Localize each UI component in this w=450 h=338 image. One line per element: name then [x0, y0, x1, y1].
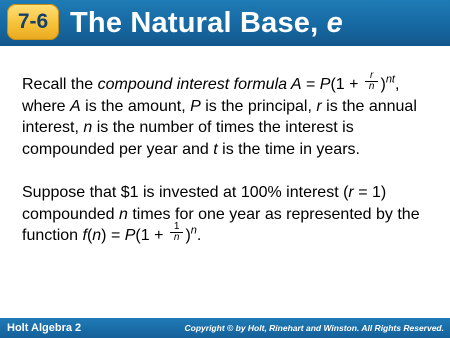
text-run-italic: P: [190, 97, 201, 115]
header-bar: [0, 0, 450, 46]
text-run-italic: compound interest formula A: [97, 76, 302, 93]
text-run: ): [185, 227, 191, 244]
text-run: (1 +: [135, 227, 168, 244]
title-text: The Natural Base,: [70, 7, 327, 39]
text-run: is the amount,: [80, 97, 191, 115]
text-run-italic: f: [82, 227, 87, 244]
text-run: times for one year as represented by the function: [22, 205, 420, 244]
text-run-italic: P: [124, 227, 136, 244]
book-title: Holt Algebra 2: [7, 322, 82, 334]
fraction-denominator: n: [170, 232, 184, 243]
text-run: is the time in years.: [217, 140, 360, 158]
text-run-italic: P: [319, 76, 331, 93]
natural-base-paragraph: [22, 182, 442, 247]
text-run: is the annual interest,: [22, 97, 417, 136]
text-run: Recall the: [22, 76, 98, 93]
text-run-italic: n: [83, 119, 93, 136]
fraction-denominator: n: [365, 81, 379, 92]
lesson-badge: [7, 4, 59, 40]
text-run: =: [301, 76, 320, 93]
compound-interest-paragraph: [22, 70, 442, 160]
text-run: = 1) compounded: [22, 184, 387, 223]
text-run-italic: t: [213, 140, 218, 158]
text-run: is the principal,: [200, 97, 317, 115]
text-run-italic: n: [118, 205, 128, 223]
text-run: Suppose that $1 is invested at 100% interest (: [22, 184, 349, 201]
fraction-numerator: 1: [173, 221, 180, 233]
text-run: ): [380, 76, 386, 93]
text-run: is the number of times the interest is compounded per year and: [22, 119, 354, 158]
fraction-r-over-n: [365, 71, 379, 92]
text-run: ) =: [101, 227, 125, 244]
text-run-italic: n: [92, 227, 102, 244]
text-run: , where: [22, 76, 400, 115]
fraction-1-over-n: [170, 222, 184, 243]
text-run-italic: r: [348, 184, 354, 201]
fraction-numerator: r: [370, 70, 374, 82]
text-run-italic: A: [70, 97, 81, 115]
page-title: [70, 3, 343, 43]
text-run: (1 +: [330, 76, 363, 93]
exponent: nt: [385, 73, 395, 86]
exponent: n: [190, 224, 197, 237]
title-variable: e: [326, 7, 343, 39]
text-run: .: [196, 227, 202, 244]
text-run: (: [86, 227, 93, 244]
footer-bar: [0, 318, 450, 338]
text-run-italic: r: [316, 97, 322, 115]
lesson-number: 7-6: [17, 10, 49, 33]
copyright-notice: Copyright © by Holt, Rinehart and Winston. All Rights Reserved.: [184, 323, 444, 333]
